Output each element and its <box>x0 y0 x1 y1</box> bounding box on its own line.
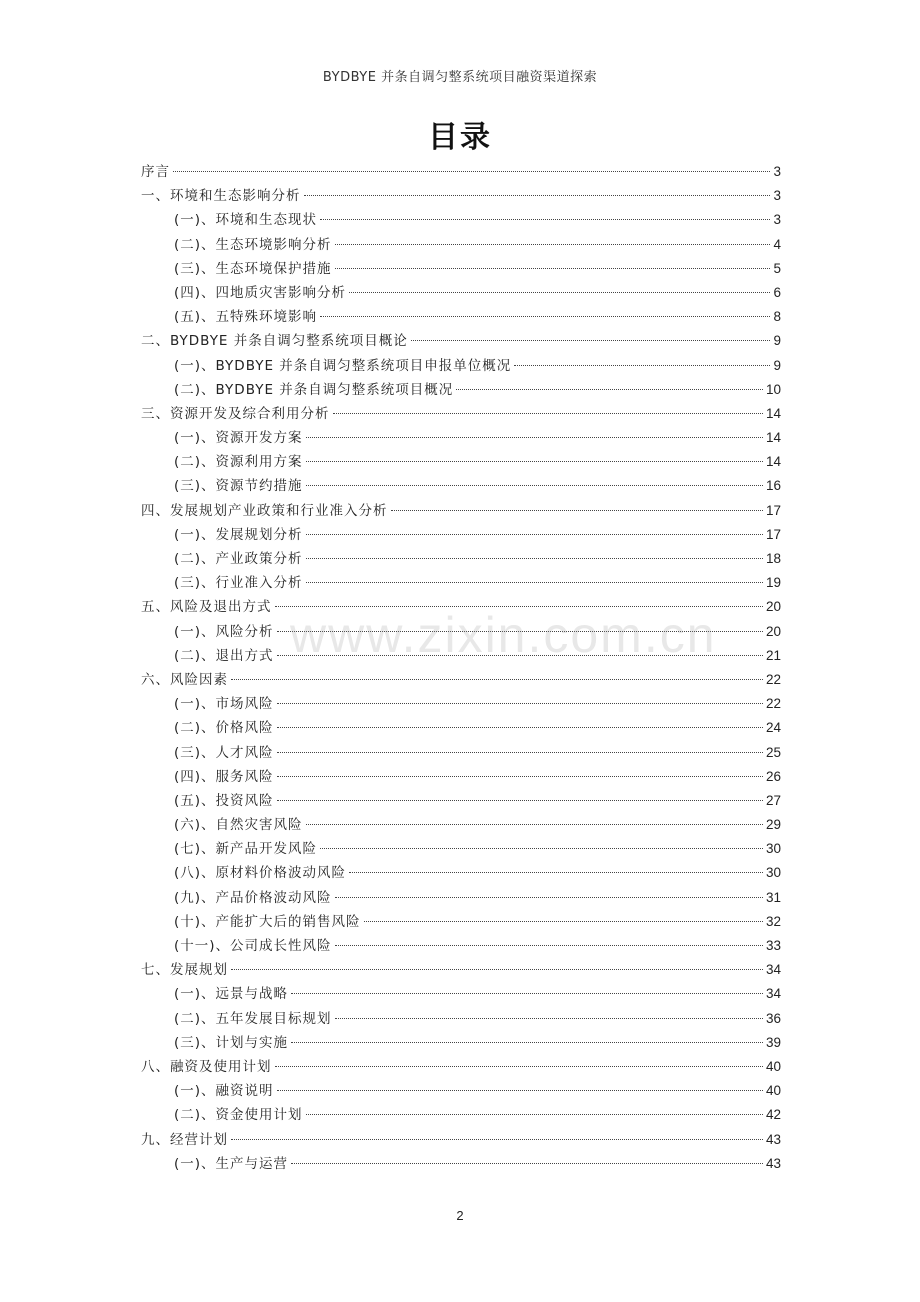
toc-leader-dots <box>391 510 763 511</box>
toc-entry[interactable] <box>141 547 781 571</box>
toc-entry-label: 序言 <box>141 164 170 180</box>
toc-leader-dots <box>306 1114 763 1115</box>
toc-entry-label: (八)、原材料价格波动风险 <box>174 865 347 882</box>
toc-entry[interactable] <box>141 716 781 740</box>
toc-entry[interactable] <box>141 958 781 982</box>
page-number: 2 <box>456 1208 464 1223</box>
toc-entry[interactable] <box>141 668 781 692</box>
toc-entry-page: 22 <box>765 696 781 712</box>
toc-entry-label: (一)、远景与战略 <box>174 986 289 1003</box>
toc-entry-page: 34 <box>765 962 781 978</box>
toc-entry-label: (三)、行业准入分析 <box>174 575 303 592</box>
toc-entry[interactable] <box>141 402 781 426</box>
toc-leader-dots <box>306 558 763 559</box>
toc-leader-dots <box>304 195 771 196</box>
toc-entry[interactable] <box>141 233 781 257</box>
toc-leader-dots <box>291 1042 763 1043</box>
toc-entry-label: (九)、产品价格波动风险 <box>174 889 332 906</box>
toc-entry-label: (一)、环境和生态现状 <box>174 212 318 229</box>
toc-entry-page: 20 <box>765 599 781 615</box>
toc-entry[interactable] <box>141 1152 781 1176</box>
toc-leader-dots <box>231 1139 763 1140</box>
toc-entry-page: 9 <box>773 357 781 373</box>
toc-entry-label: 七、发展规划 <box>141 962 228 979</box>
toc-entry-page: 20 <box>765 623 781 639</box>
toc-entry-label: (二)、五年发展目标规划 <box>174 1010 332 1027</box>
toc-leader-dots <box>277 727 763 728</box>
toc-leader-dots <box>306 582 763 583</box>
table-of-contents <box>141 160 781 1176</box>
toc-entry[interactable] <box>141 595 781 619</box>
toc-entry-label: 一、环境和生态影响分析 <box>141 188 301 205</box>
toc-entry[interactable] <box>141 426 781 450</box>
toc-entry[interactable] <box>141 644 781 668</box>
toc-entry[interactable] <box>141 474 781 498</box>
toc-leader-dots <box>320 316 770 317</box>
toc-entry[interactable] <box>141 378 781 402</box>
toc-leader-dots <box>306 461 763 462</box>
toc-entry-label: 二、BYDBYE 并条自调匀整系统项目概论 <box>141 333 408 350</box>
toc-entry[interactable] <box>141 982 781 1006</box>
toc-entry-page: 14 <box>765 454 781 470</box>
toc-leader-dots <box>335 945 763 946</box>
toc-entry-page: 17 <box>765 526 781 542</box>
toc-entry-label: (二)、产业政策分析 <box>174 551 303 567</box>
toc-entry[interactable] <box>141 620 781 644</box>
toc-entry-label: (五)、五特殊环境影响 <box>174 309 318 326</box>
toc-entry-label: (四)、服务风险 <box>174 768 274 785</box>
toc-leader-dots <box>364 921 763 922</box>
toc-entry-page: 8 <box>773 309 781 325</box>
toc-entry[interactable] <box>141 354 781 378</box>
page-title: 目录 <box>428 120 492 155</box>
toc-entry-page: 4 <box>773 236 781 252</box>
toc-leader-dots <box>291 993 763 994</box>
toc-entry-page: 30 <box>765 841 781 857</box>
toc-entry[interactable] <box>141 523 781 547</box>
toc-entry-page: 14 <box>765 405 781 421</box>
toc-entry[interactable] <box>141 499 781 523</box>
toc-entry[interactable] <box>141 1031 781 1055</box>
toc-entry-page: 26 <box>765 768 781 784</box>
toc-entry-label: (二)、资金使用计划 <box>174 1107 303 1124</box>
toc-entry[interactable] <box>141 160 781 184</box>
toc-entry-page: 25 <box>765 744 781 760</box>
toc-entry-label: (十)、产能扩大后的销售风险 <box>174 913 361 930</box>
toc-entry-label: (一)、市场风险 <box>174 696 274 713</box>
toc-entry-page: 32 <box>765 913 781 929</box>
toc-entry-page: 3 <box>773 212 781 228</box>
toc-entry-label: (五)、投资风险 <box>174 792 274 809</box>
toc-entry-page: 5 <box>773 260 781 276</box>
toc-leader-dots <box>320 848 763 849</box>
toc-entry-label: (三)、计划与实施 <box>174 1034 289 1051</box>
toc-entry-label: (二)、BYDBYE 并条自调匀整系统项目概况 <box>174 381 454 398</box>
toc-entry-page: 43 <box>765 1155 781 1171</box>
toc-leader-dots <box>411 340 771 341</box>
toc-leader-dots <box>277 752 763 753</box>
toc-entry-label: (三)、生态环境保护措施 <box>174 260 332 277</box>
toc-entry-label: (十一)、公司成长性风险 <box>174 938 332 954</box>
watermark: www.zixin.com.cn <box>290 607 717 663</box>
toc-entry-page: 39 <box>765 1034 781 1050</box>
toc-entry[interactable] <box>141 450 781 474</box>
toc-leader-dots <box>275 1066 763 1067</box>
toc-entry-page: 30 <box>765 865 781 881</box>
toc-entry-page: 6 <box>773 284 781 300</box>
toc-entry[interactable] <box>141 692 781 716</box>
toc-leader-dots <box>231 969 763 970</box>
toc-entry-label: (一)、风险分析 <box>174 623 274 640</box>
toc-leader-dots <box>306 485 763 486</box>
toc-leader-dots <box>306 534 763 535</box>
toc-entry-page: 9 <box>773 333 781 349</box>
toc-leader-dots <box>320 219 770 220</box>
toc-entry[interactable] <box>141 1079 781 1103</box>
toc-entry-page: 3 <box>773 164 781 179</box>
toc-leader-dots <box>275 606 763 607</box>
toc-entry[interactable] <box>141 1103 781 1127</box>
toc-entry-page: 43 <box>765 1131 781 1147</box>
toc-entry-label: (二)、生态环境影响分析 <box>174 236 332 253</box>
page-header: BYDBYE 并条自调匀整系统项目融资渠道探索 <box>322 70 598 85</box>
toc-entry[interactable] <box>141 305 781 329</box>
toc-entry[interactable] <box>141 1055 781 1079</box>
toc-entry-label: (二)、资源利用方案 <box>174 454 303 471</box>
toc-entry-label: (一)、资源开发方案 <box>174 430 303 447</box>
toc-leader-dots <box>173 171 770 172</box>
toc-entry-label: 六、风险因素 <box>141 671 228 688</box>
toc-entry[interactable] <box>141 934 781 958</box>
toc-leader-dots <box>277 1090 763 1091</box>
toc-leader-dots <box>514 365 770 366</box>
toc-leader-dots <box>277 800 763 801</box>
toc-leader-dots <box>335 897 763 898</box>
toc-entry[interactable] <box>141 741 781 765</box>
toc-entry-page: 33 <box>765 938 781 953</box>
toc-leader-dots <box>277 776 763 777</box>
toc-entry-label: 四、发展规划产业政策和行业准入分析 <box>141 502 388 519</box>
toc-entry[interactable] <box>141 257 781 281</box>
toc-leader-dots <box>277 655 763 656</box>
toc-entry-label: (二)、价格风险 <box>174 720 274 737</box>
toc-entry-page: 31 <box>765 889 781 905</box>
toc-leader-dots <box>277 631 763 632</box>
toc-entry[interactable] <box>141 184 781 208</box>
toc-entry[interactable] <box>141 765 781 789</box>
toc-entry-label: 三、资源开发及综合利用分析 <box>141 405 330 422</box>
toc-entry-label: (一)、生产与运营 <box>174 1155 289 1172</box>
toc-entry[interactable] <box>141 861 781 885</box>
toc-entry[interactable] <box>141 886 781 910</box>
toc-leader-dots <box>291 1163 763 1164</box>
toc-entry-page: 19 <box>765 575 781 591</box>
toc-entry-label: (二)、退出方式 <box>174 647 274 664</box>
toc-entry-label: (一)、BYDBYE 并条自调匀整系统项目申报单位概况 <box>174 357 512 374</box>
toc-entry-page: 34 <box>765 986 781 1002</box>
toc-entry[interactable] <box>141 813 781 837</box>
toc-entry-label: (一)、发展规划分析 <box>174 526 303 543</box>
toc-entry-page: 40 <box>765 1083 781 1099</box>
toc-entry-page: 36 <box>765 1010 781 1026</box>
toc-leader-dots <box>231 679 763 680</box>
toc-leader-dots <box>349 872 763 873</box>
toc-entry[interactable] <box>141 208 781 232</box>
toc-entry-label: 八、融资及使用计划 <box>141 1058 272 1075</box>
toc-entry[interactable] <box>141 329 781 353</box>
toc-entry-page: 10 <box>765 381 781 397</box>
toc-entry-label: (一)、融资说明 <box>174 1083 274 1100</box>
toc-entry-page: 16 <box>765 478 781 494</box>
toc-entry[interactable] <box>141 1128 781 1152</box>
toc-leader-dots <box>335 268 771 269</box>
toc-entry[interactable] <box>141 1007 781 1031</box>
toc-leader-dots <box>277 703 763 704</box>
toc-entry-page: 18 <box>765 551 781 566</box>
toc-entry-label: 五、风险及退出方式 <box>141 599 272 616</box>
toc-entry-label: 九、经营计划 <box>141 1131 228 1148</box>
toc-leader-dots <box>333 413 763 414</box>
toc-leader-dots <box>335 1018 763 1019</box>
toc-leader-dots <box>349 292 770 293</box>
toc-entry-page: 42 <box>765 1107 781 1123</box>
toc-entry-page: 21 <box>765 647 781 663</box>
toc-entry-page: 22 <box>765 671 781 687</box>
toc-entry-label: (七)、新产品开发风险 <box>174 841 318 858</box>
toc-entry-page: 27 <box>765 792 781 808</box>
toc-entry-page: 29 <box>765 817 781 833</box>
toc-entry[interactable] <box>141 789 781 813</box>
toc-leader-dots <box>335 244 771 245</box>
toc-entry[interactable] <box>141 837 781 861</box>
toc-entry-label: (三)、人才风险 <box>174 744 274 761</box>
toc-entry-label: (四)、四地质灾害影响分析 <box>174 284 347 301</box>
toc-entry-page: 17 <box>765 502 781 518</box>
toc-leader-dots <box>306 437 763 438</box>
toc-leader-dots <box>456 389 763 390</box>
toc-entry-label: (三)、资源节约措施 <box>174 478 303 495</box>
toc-entry-page: 40 <box>765 1058 781 1074</box>
toc-entry[interactable] <box>141 571 781 595</box>
toc-entry-page: 14 <box>765 430 781 446</box>
toc-entry[interactable] <box>141 281 781 305</box>
toc-entry-label: (六)、自然灾害风险 <box>174 817 303 834</box>
toc-entry[interactable] <box>141 910 781 934</box>
toc-leader-dots <box>306 824 763 825</box>
toc-entry-page: 3 <box>773 188 781 204</box>
toc-entry-page: 24 <box>765 720 781 736</box>
